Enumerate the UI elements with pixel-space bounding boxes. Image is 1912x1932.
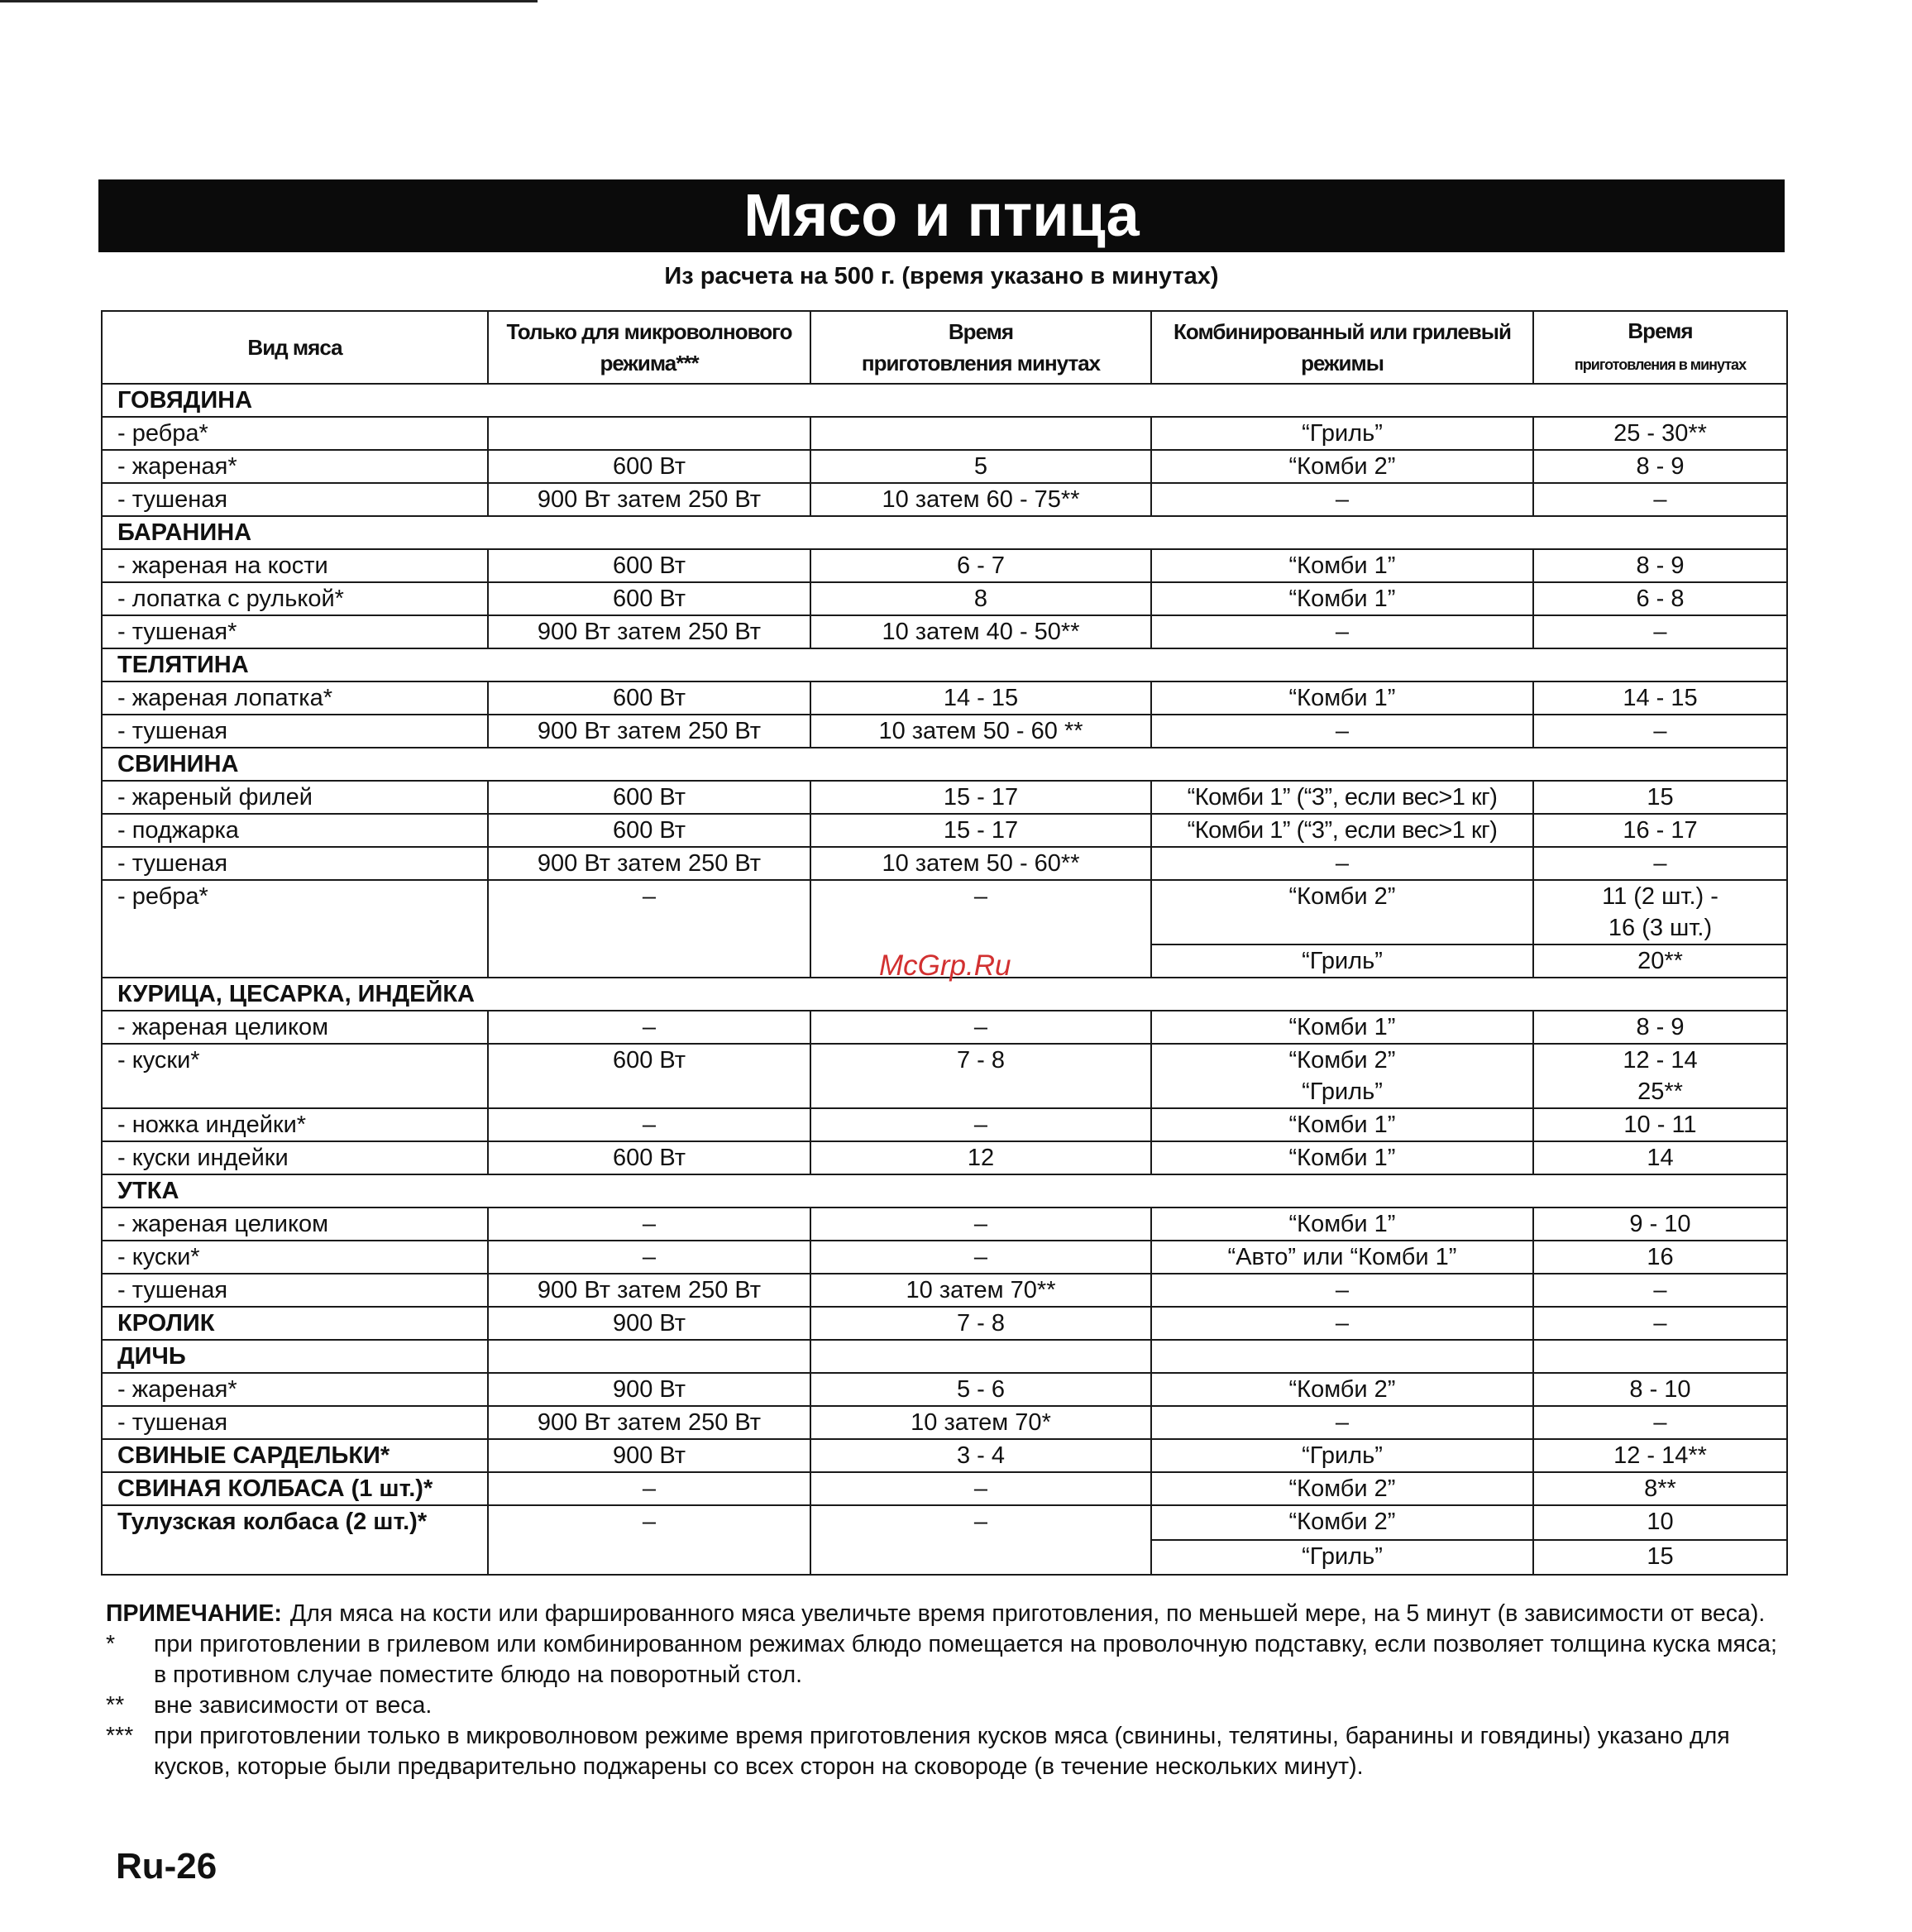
table-row: - жареная целиком – – “Комби 1” 9 - 10 (102, 1208, 1787, 1241)
table-row: - куски* – – “Авто” или “Комби 1” 16 (102, 1241, 1787, 1274)
table-row: - лопатка с рулькой* 600 Вт 8 “Комби 1” 6 - 8 (102, 582, 1787, 615)
table-row: - тушеная 900 Вт затем 250 Вт 10 затем 70** – – (102, 1274, 1787, 1307)
table-row: СВИНАЯ КОЛБАСА (1 шт.)* – – “Комби 2” 8** (102, 1472, 1787, 1505)
note-label: ПРИМЕЧАНИЕ: (106, 1600, 282, 1627)
table-header-row (102, 311, 1787, 384)
note-text: Для мяса на кости или фаршированного мяса увеличьте время приготовления, по меньшей мере, на 5 минут (в зависимости от веса). (289, 1600, 1766, 1627)
category-row-game: ДИЧЬ (102, 1340, 1787, 1373)
footnote: * при приготовлении в грилевом или комбинированном режимах блюдо помещается на проволочную подставку, если позволяет толщина куска мяса; в противном случае поместите блюдо на поворотный стол. (106, 1631, 1777, 1688)
table-row: Тулузская колбаса (2 шт.)* – – “Комби 2” 10 (102, 1505, 1787, 1540)
footnote: *** при приготовлении только в микроволновом режиме время приготовления кусков мяса (свинины, телятины, баранины и говядины) указано для кусков, которые были предварительно поджарены со всех сторон на сковороде (в течение нескольких минут). (106, 1723, 1730, 1780)
table-row: КРОЛИК 900 Вт 7 - 8 – – (102, 1307, 1787, 1340)
table-row: - ребра* – – “Комби 2” 11 (2 шт.) - 16 (3 шт.) (102, 880, 1787, 944)
note (106, 1599, 1786, 1629)
table-row: - поджарка 600 Вт 15 - 17 “Комби 1” (“3”, если вес>1 кг) 16 - 17 (102, 814, 1787, 847)
table-row: “Гриль” 20** (102, 944, 1787, 978)
table-row: - тушеная 900 Вт затем 250 Вт 10 затем 50 - 60 ** – – (102, 715, 1787, 748)
page-number: Ru-26 (116, 1846, 217, 1887)
category-row-veal: ТЕЛЯТИНА (102, 648, 1787, 681)
notes-section (106, 1599, 1786, 1782)
table-row: - ножка индейки* – – “Комби 1” 10 - 11 (102, 1108, 1787, 1141)
poultry-pieces-times: 12 - 14 25** (1533, 1044, 1787, 1108)
table-row: СВИНЫЕ САРДЕЛЬКИ* 900 Вт 3 - 4 “Гриль” 12 - 14** (102, 1439, 1787, 1472)
header-microwave-only: Только для микроволнового режима*** (488, 311, 810, 384)
category-row-beef: ГОВЯДИНА (102, 384, 1787, 417)
top-scan-line (0, 0, 538, 2)
cooking-time-table (101, 310, 1788, 1576)
pork-ribs-time: 11 (2 шт.) - 16 (3 шт.) (1533, 880, 1787, 944)
category-row-duck: УТКА (102, 1174, 1787, 1208)
table-row: - жареная* 600 Вт 5 “Комби 2” 8 - 9 (102, 450, 1787, 483)
page-subtitle: Из расчета на 500 г. (время указано в минутах) (664, 263, 1219, 289)
category-row-poultry: КУРИЦА, ЦЕСАРКА, ИНДЕЙКА (102, 978, 1787, 1011)
table-row: - жареная лопатка* 600 Вт 14 - 15 “Комби 1” 14 - 15 (102, 681, 1787, 715)
table-row: - ребра* “Гриль” 25 - 30** (102, 417, 1787, 450)
footnote: ** вне зависимости от веса. (106, 1692, 433, 1719)
table-row: - жареная* 900 Вт 5 - 6 “Комби 2” 8 - 10 (102, 1373, 1787, 1406)
category-row-pork: СВИНИНА (102, 748, 1787, 781)
table-row: - тушеная 900 Вт затем 250 Вт 10 затем 60 - 75** – – (102, 483, 1787, 516)
table-row: “Гриль” 15 (102, 1540, 1787, 1575)
table-row: - тушеная* 900 Вт затем 250 Вт 10 затем 40 - 50** – – (102, 615, 1787, 648)
table-row: - тушеная 900 Вт затем 250 Вт 10 затем 50 - 60** – – (102, 847, 1787, 880)
watermark: McGrp.Ru (879, 949, 1011, 982)
category-row-lamb: БАРАНИНА (102, 516, 1787, 549)
table-row: - куски* 600 Вт 7 - 8 “Комби 2” “Гриль” 12 - 14 25** (102, 1044, 1787, 1108)
table-row: - тушеная 900 Вт затем 250 Вт 10 затем 70* – – (102, 1406, 1787, 1439)
header-combi-grill: Комбинированный или грилевый режимы (1151, 311, 1533, 384)
page-title: Мясо и птица (98, 179, 1785, 252)
header-combi-time: Время приготовления в минутах (1533, 311, 1787, 384)
table-row: - жареная целиком – – “Комби 1” 8 - 9 (102, 1011, 1787, 1044)
table-row: - куски индейки 600 Вт 12 “Комби 1” 14 (102, 1141, 1787, 1174)
poultry-pieces-modes: “Комби 2” “Гриль” (1151, 1044, 1533, 1108)
table-row: - жареная на кости 600 Вт 6 - 7 “Комби 1” 8 - 9 (102, 549, 1787, 582)
header-meat-type: Вид мяса (102, 311, 488, 384)
table-row: - жареный филей 600 Вт 15 - 17 “Комби 1” (“3”, если вес>1 кг) 15 (102, 781, 1787, 814)
header-microwave-time: Время приготовления минутах (810, 311, 1151, 384)
